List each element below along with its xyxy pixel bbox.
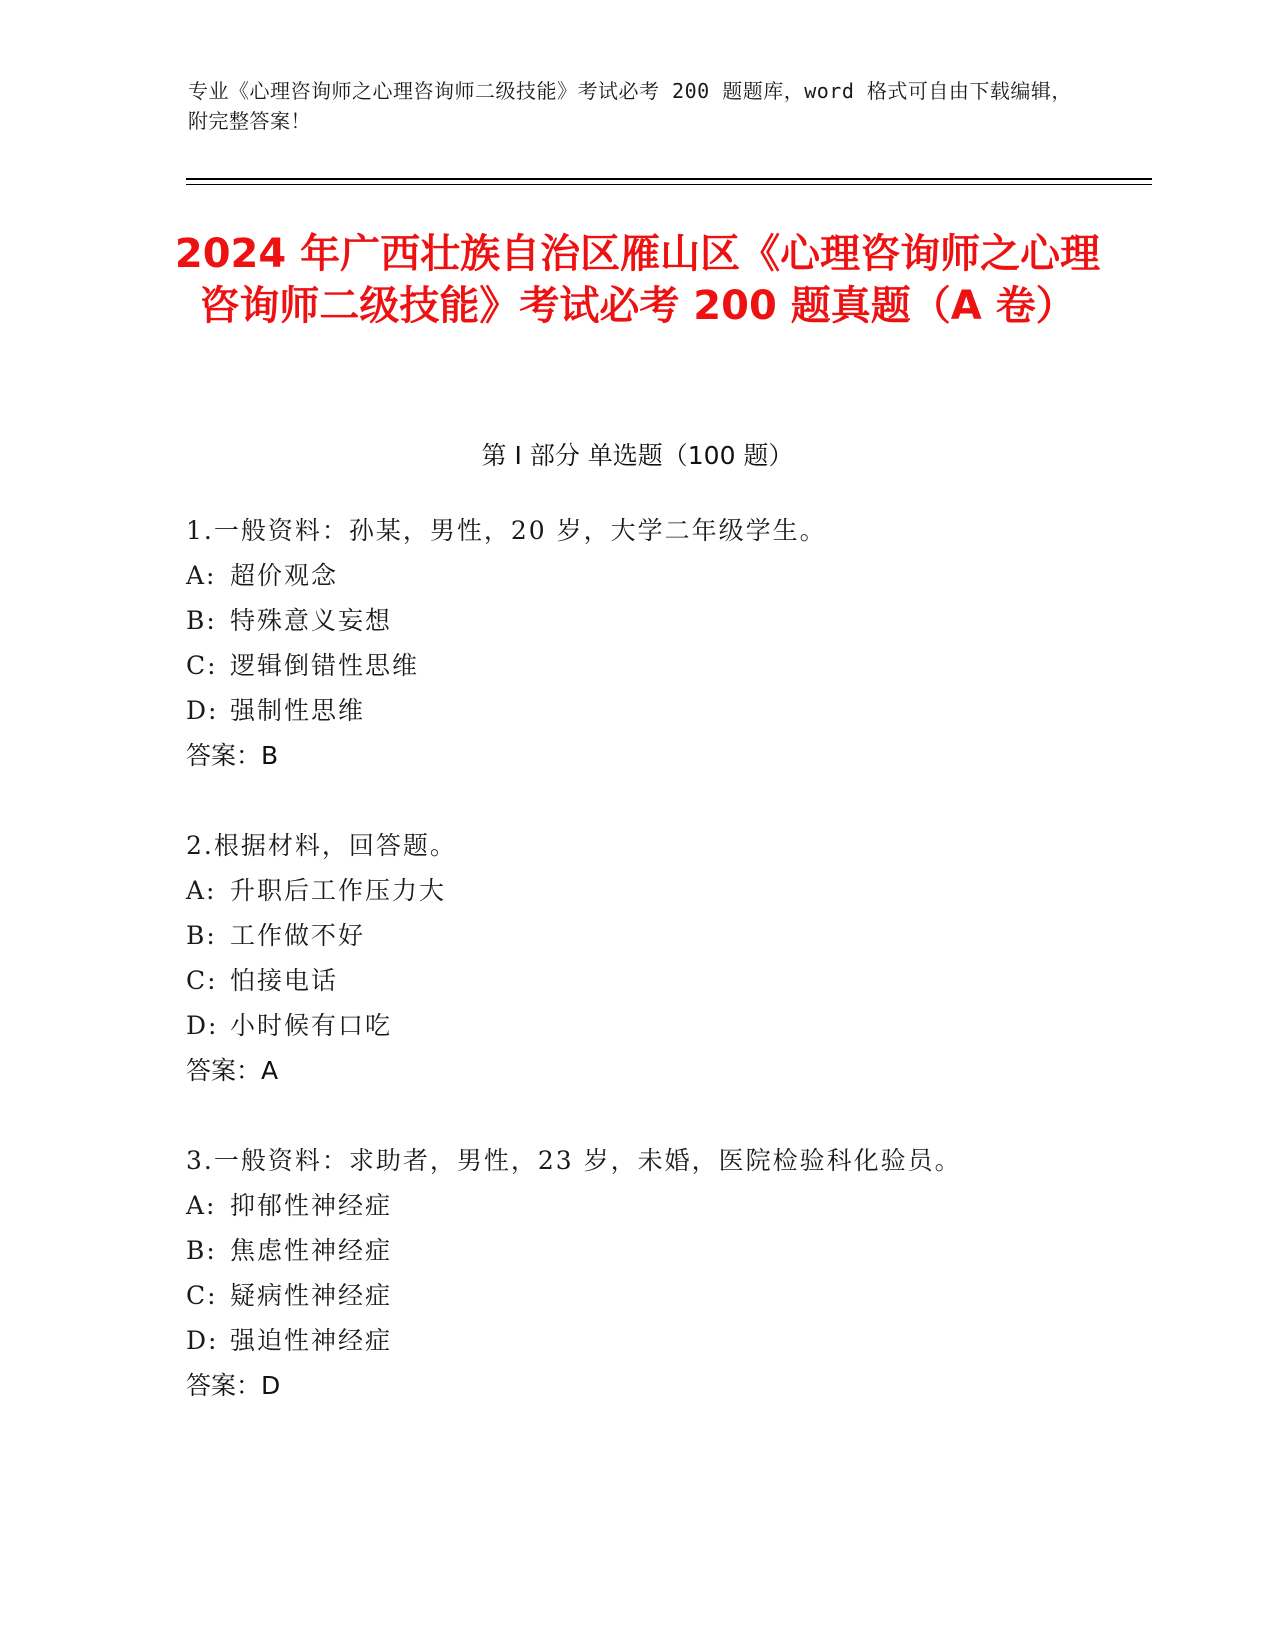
option-text: 小时候有口吃: [230, 1011, 393, 1040]
option-text: 焦虑性神经症: [230, 1236, 393, 1265]
option-letter: D:: [186, 1011, 219, 1040]
option-letter: C:: [186, 966, 218, 995]
option-c: [186, 958, 1086, 1003]
option-b: [186, 598, 1086, 643]
answer: 答案：A: [186, 1056, 279, 1085]
option-a: [186, 553, 1086, 598]
option-letter: B:: [186, 1236, 217, 1265]
question-stem: 1.一般资料：孙某，男性，20 岁，大学二年级学生。: [186, 516, 827, 545]
option-text: 强迫性神经症: [230, 1326, 393, 1355]
option-c: [186, 643, 1086, 688]
option-text: 逻辑倒错性思维: [230, 651, 420, 680]
question-2: [186, 823, 1086, 1093]
option-letter: A:: [186, 876, 217, 905]
option-text: 升职后工作压力大: [230, 876, 447, 905]
section-title: 第 I 部分 单选题（100 题）: [481, 441, 794, 470]
option-letter: B:: [186, 606, 217, 635]
option-letter: D:: [186, 696, 219, 725]
option-letter: A:: [186, 561, 217, 590]
answer: 答案：B: [186, 741, 279, 770]
option-b: [186, 913, 1086, 958]
question-stem: 2.根据材料，回答题。: [186, 831, 457, 860]
option-c: [186, 1273, 1086, 1318]
option-letter: D:: [186, 1326, 219, 1355]
header-note: 专业《心理咨询师之心理咨询师二级技能》考试必考 200 题题库，word 格式可自由下载编辑，附完整答案！: [188, 79, 1072, 133]
option-text: 疑病性神经症: [230, 1281, 393, 1310]
option-b: [186, 1228, 1086, 1273]
option-d: [186, 688, 1086, 733]
option-letter: C:: [186, 1281, 218, 1310]
option-text: 怕接电话: [230, 966, 339, 995]
header-divider-thin: [186, 184, 1152, 185]
document-title: 2024 年广西壮族自治区雁山区《心理咨询师之心理咨询师二级技能》考试必考 200 题真题（A 卷）: [174, 231, 1101, 329]
option-text: 特殊意义妄想: [230, 606, 393, 635]
header-divider-thick: [186, 178, 1152, 180]
option-letter: A:: [186, 1191, 217, 1220]
option-a: [186, 868, 1086, 913]
question-3: [186, 1138, 1086, 1408]
option-d: [186, 1318, 1086, 1363]
option-a: [186, 1183, 1086, 1228]
option-text: 强制性思维: [230, 696, 366, 725]
option-d: [186, 1003, 1086, 1048]
option-text: 工作做不好: [230, 921, 366, 950]
question-stem: 3.一般资料：求助者，男性，23 岁，未婚，医院检验科化验员。: [186, 1146, 962, 1175]
option-text: 超价观念: [230, 561, 339, 590]
answer: 答案：D: [186, 1371, 281, 1400]
option-letter: B:: [186, 921, 217, 950]
question-1: [186, 508, 1086, 778]
option-letter: C:: [186, 651, 218, 680]
option-text: 抑郁性神经症: [230, 1191, 393, 1220]
